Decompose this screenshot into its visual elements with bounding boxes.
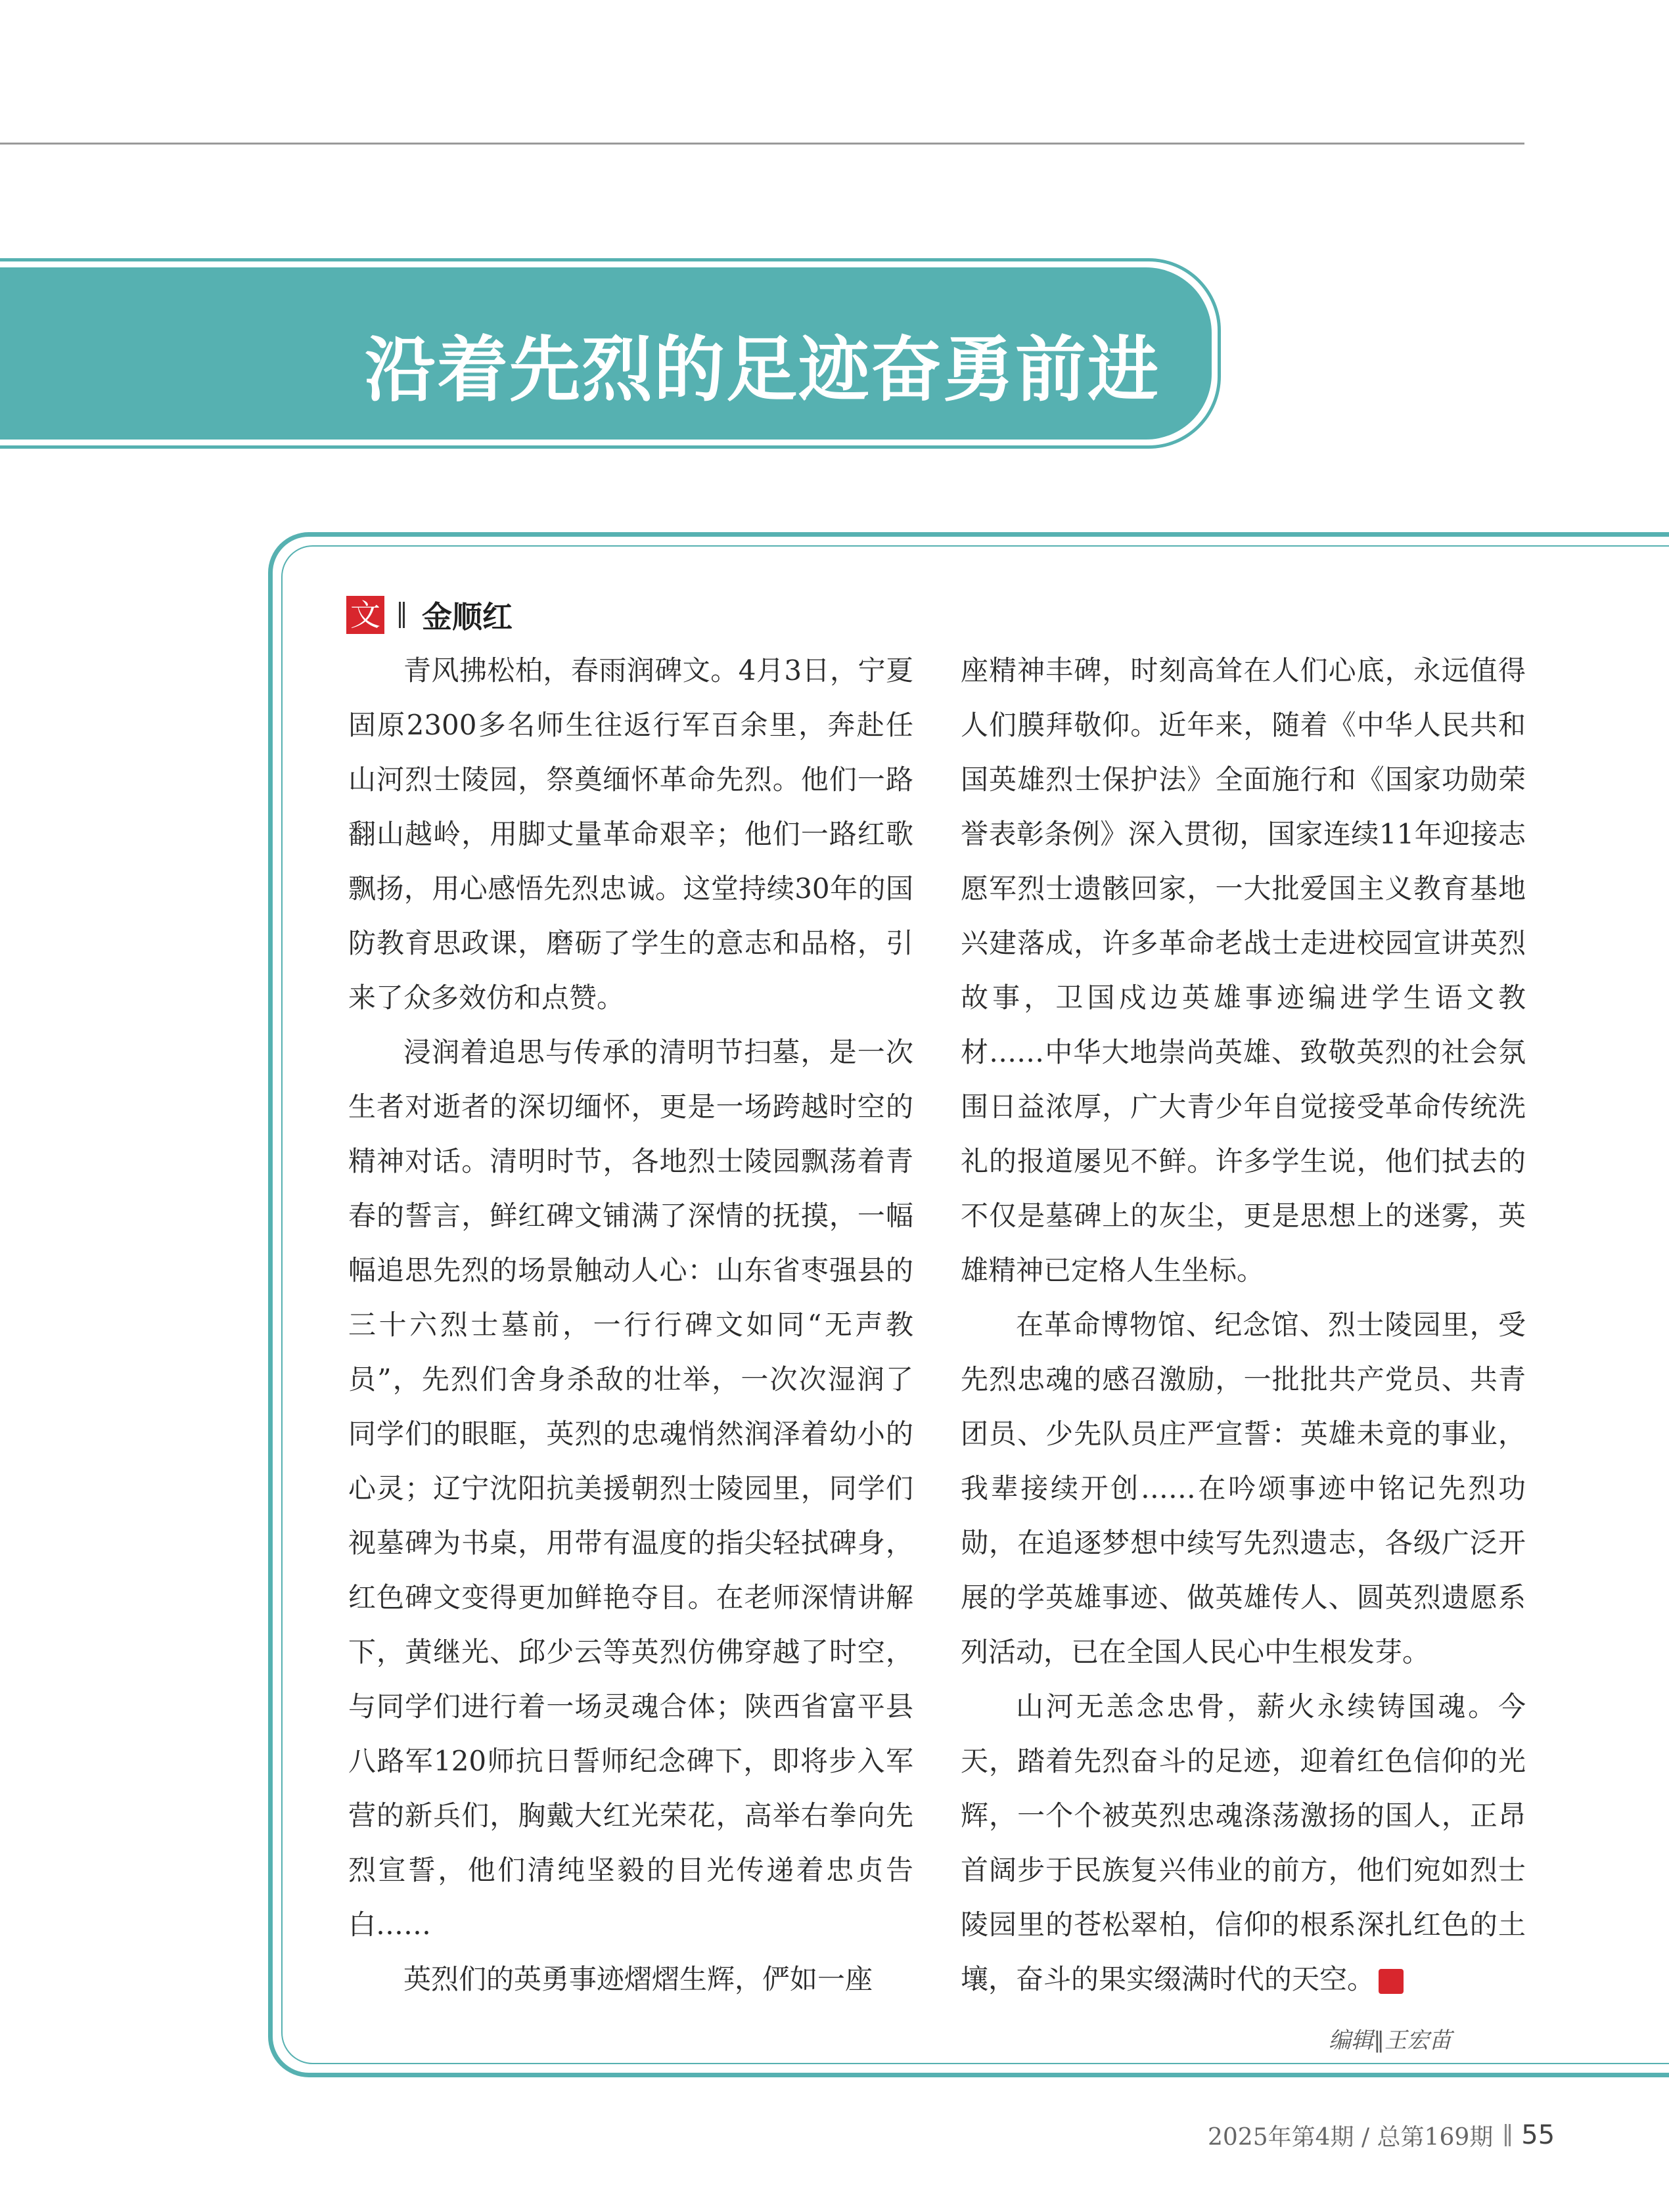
- top-rule: [0, 143, 1524, 145]
- author-name: 金顺红: [422, 599, 513, 635]
- page-footer: [1208, 2118, 1555, 2152]
- page-number: 55: [1521, 2120, 1555, 2150]
- paragraph-text: 山河无恙念忠骨，薪火永续铸国魂。今天，踏着先烈奋斗的足迹，迎着红色信仰的光辉，一个个被英烈忠魂涤荡激扬的国人，正昂首阔步于民族复兴伟业的前方，他们宛如烈士陵园里的苍松翠柏，信仰的根系深扎红色的土壤，奋斗的果实缀满时代的天空。: [961, 1690, 1526, 1995]
- byline-badge: 文: [346, 596, 384, 634]
- page-title: 沿着先烈的足迹奋勇前进: [365, 329, 1160, 411]
- paragraph: 英烈们的英勇事迹熠熠生辉，俨如一座: [403, 1963, 873, 1995]
- issue-info: 2025年第4期 / 总第169期: [1208, 2123, 1494, 2151]
- paragraph: 在革命博物馆、纪念馆、烈士陵园里，受先烈忠魂的感召激励，一批批共产党员、共青团员、少先队员庄严宣誓：英雄未竟的事业，我辈接续开创……在吟颂事迹中铭记先烈功勋，在追逐梦想中续写先烈遗志，各级广泛开展的学英雄事迹、做英雄传人、圆英烈遗愿系列活动，已在全国人民心中生根发芽。: [961, 1309, 1526, 1668]
- footer-separator: [1505, 2124, 1511, 2146]
- article-column-left: [348, 643, 913, 2006]
- editor-credit: 编辑∥王宏苗: [1329, 2027, 1452, 2054]
- title-banner: [0, 258, 1221, 449]
- end-mark-icon: G: [1379, 1969, 1404, 1994]
- paragraph: 浸润着追思与传承的清明节扫墓，是一次生者对逝者的深切缅怀，更是一场跨越时空的精神对话。清明时节，各地烈士陵园飘荡着青春的誓言，鲜红碑文铺满了深情的抚摸，一幅幅追思先烈的场景触动人心：山东省枣强县的三十六烈士墓前，一行行碑文如同“无声教员”，先烈们舍身杀敌的壮举，一次次湿润了同学们的眼眶，英烈的忠魂悄然润泽着幼小的心灵；辽宁沈阳抗美援朝烈士陵园里，同学们视墓碑为书桌，用带有温度的指尖轻拭碑身，红色碑文变得更加鲜艳夺目。在老师深情讲解下，黄继光、邱少云等英烈仿佛穿越了时空，与同学们进行着一场灵魂合体；陕西省富平县八路军120师抗日誓师纪念碑下，即将步入军营的新兵们，胸戴大红光荣花，高举右拳向先烈宣誓，他们清纯坚毅的目光传递着忠贞告白……: [348, 1036, 913, 1941]
- byline: [346, 596, 513, 634]
- paragraph: 座精神丰碑，时刻高耸在人们心底，永远值得人们膜拜敬仰。近年来，随着《中华人民共和国英雄烈士保护法》全面施行和《国家功勋荣誉表彰条例》深入贯彻，国家连续11年迎接志愿军烈士遗骸回家，一大批爱国主义教育基地兴建落成，许多革命老战士走进校园宣讲英烈故事，卫国戍边英雄事迹编进学生语文教材……中华大地崇尚英雄、致敬英烈的社会氛围日益浓厚，广大青少年自觉接受革命传统洗礼的报道屡见不鲜。许多学生说，他们拭去的不仅是墓碑上的灰尘，更是思想上的迷雾，英雄精神已定格人生坐标。: [961, 654, 1526, 1286]
- byline-separator: [399, 602, 405, 628]
- paragraph-last: [961, 1679, 1526, 2006]
- article-column-right: [961, 643, 1526, 2006]
- paragraph: 青风拂松柏，春雨润碑文。4月3日，宁夏固原2300多名师生往返行军百余里，奔赴任山河烈士陵园，祭奠缅怀革命先烈。他们一路翻山越岭，用脚丈量革命艰辛；他们一路红歌飘扬，用心感悟先烈忠诚。这堂持续30年的国防教育思政课，磨砺了学生的意志和品格，引来了众多效仿和点赞。: [348, 654, 913, 1014]
